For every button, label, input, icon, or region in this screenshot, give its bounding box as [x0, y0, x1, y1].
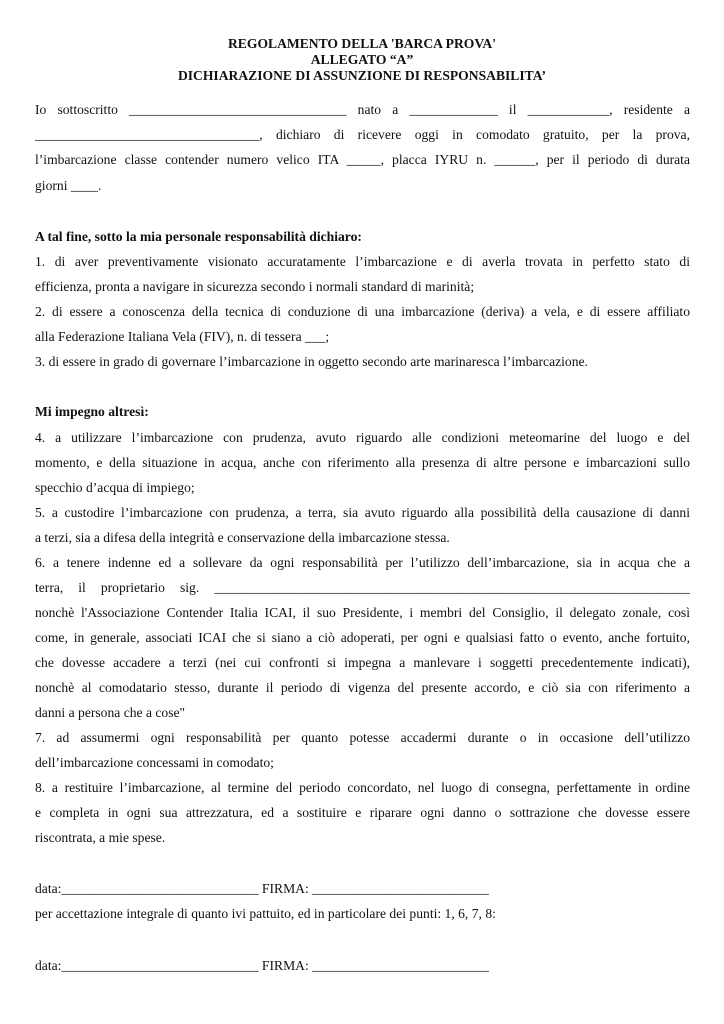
- intro-line: _________________________________, dichiaro di ricevere oggi in comodato gratuito, per la prova,: [35, 127, 690, 142]
- intro-line: Io sottoscritto ________________________________ nato a _____________ il ____________, residente a: [35, 102, 690, 117]
- section1-line: 1. di aver preventivamente visionato accuratamente l’imbarcazione e di averla trovata in perfetto stato di: [35, 254, 690, 269]
- section2-line: dell’imbarcazione concessami in comodato;: [35, 755, 274, 770]
- section2-line: che dovesse accadere a terzi (nei cui confronti si impegna a manlevare i soggetti precedentemente indicati),: [35, 655, 690, 670]
- intro-line: l’imbarcazione classe contender numero velico ITA _____, placca IYRU n. ______, per il periodo di durata: [35, 152, 690, 167]
- section1-line: alla Federazione Italiana Vela (FIV), n. di tessera ___;: [35, 329, 330, 344]
- section2-heading: Mi impegno altresì:: [35, 404, 149, 419]
- intro-line: giorni ____.: [35, 178, 102, 193]
- section2-line: a terzi, sia a difesa della integrità e conservazione della imbarcazione stessa.: [35, 530, 450, 545]
- section2-line: momento, e della situazione in acqua, anche con riferimento alla presenza di altre persone e imbarcazioni sullo: [35, 455, 690, 470]
- section2-line: danni a persona che a cose": [35, 705, 186, 720]
- section1-heading: A tal fine, sotto la mia personale responsabilità dichiaro:: [35, 229, 362, 244]
- signature-line-1: data:_____________________________ FIRMA: __________________________: [35, 881, 489, 896]
- section2-line: 8. a restituire l’imbarcazione, al termine del periodo concordato, nel luogo di consegna, perfettamente in ordine: [35, 780, 690, 795]
- section1-line: 3. di essere in grado di governare l’imbarcazione in oggetto secondo arte marinaresca l’imbarcazione.: [35, 354, 588, 369]
- section2-line: come, in generale, associati ICAI che si siano a ciò adoperati, per ogni e qualsiasi fatto o evento, anche fortuito,: [35, 630, 690, 645]
- section2-line: 6. a tenere indenne ed a sollevare da ogni responsabilità per l’utilizzo dell’imbarcazione, sia in acqua che a: [35, 555, 690, 570]
- section2-line: nonchè al comodatario stesso, durante il periodo di vigenza del presente accordo, e ciò sia con riferimento a: [35, 680, 690, 695]
- document-header: [0, 36, 724, 84]
- section1-line: efficienza, pronta a navigare in sicurezza secondo i normali standard di marinità;: [35, 279, 475, 294]
- section2-line: riscontrata, a mie spese.: [35, 830, 166, 845]
- section2-line: 4. a utilizzare l’imbarcazione con prudenza, avuto riguardo alle condizioni meteomarine del luogo e del: [35, 430, 690, 445]
- section2-line: 7. ad assumermi ogni responsabilità per quanto potesse accadermi durante o in occasione dell’utilizzo: [35, 730, 690, 745]
- section2-line: specchio d’acqua di impiego;: [35, 480, 195, 495]
- header-title: REGOLAMENTO DELLA 'BARCA PROVA': [227, 36, 497, 51]
- signature-line-2: data:_____________________________ FIRMA: __________________________: [35, 958, 489, 973]
- header-subtitle: ALLEGATO “A”: [310, 52, 414, 67]
- section2-line: terra, il proprietario sig. ______________________________________________________________________: [35, 580, 690, 595]
- section2-line: 5. a custodire l’imbarcazione con prudenza, a terra, sia avuto riguardo alla possibilità della causazione di danni: [35, 505, 690, 520]
- section1-line: 2. di essere a conoscenza della tecnica di conduzione di una imbarcazione (deriva) a vela, e di essere affiliato: [35, 304, 690, 319]
- acceptance-statement: per accettazione integrale di quanto ivi pattuito, ed in particolare dei punti: 1, 6, 7, 8:: [35, 906, 496, 921]
- header-declaration-title: DICHIARAZIONE DI ASSUNZIONE DI RESPONSABILITA’: [177, 68, 547, 83]
- section2-line: nonchè l'Associazione Contender Italia ICAI, il suo Presidente, i membri del Consiglio, il delegato zonale, così: [35, 605, 690, 620]
- section2-line: e completa in ogni sua attrezzatura, ed a sostituire e riparare ogni danno o sottrazione che dovesse essere: [35, 805, 690, 820]
